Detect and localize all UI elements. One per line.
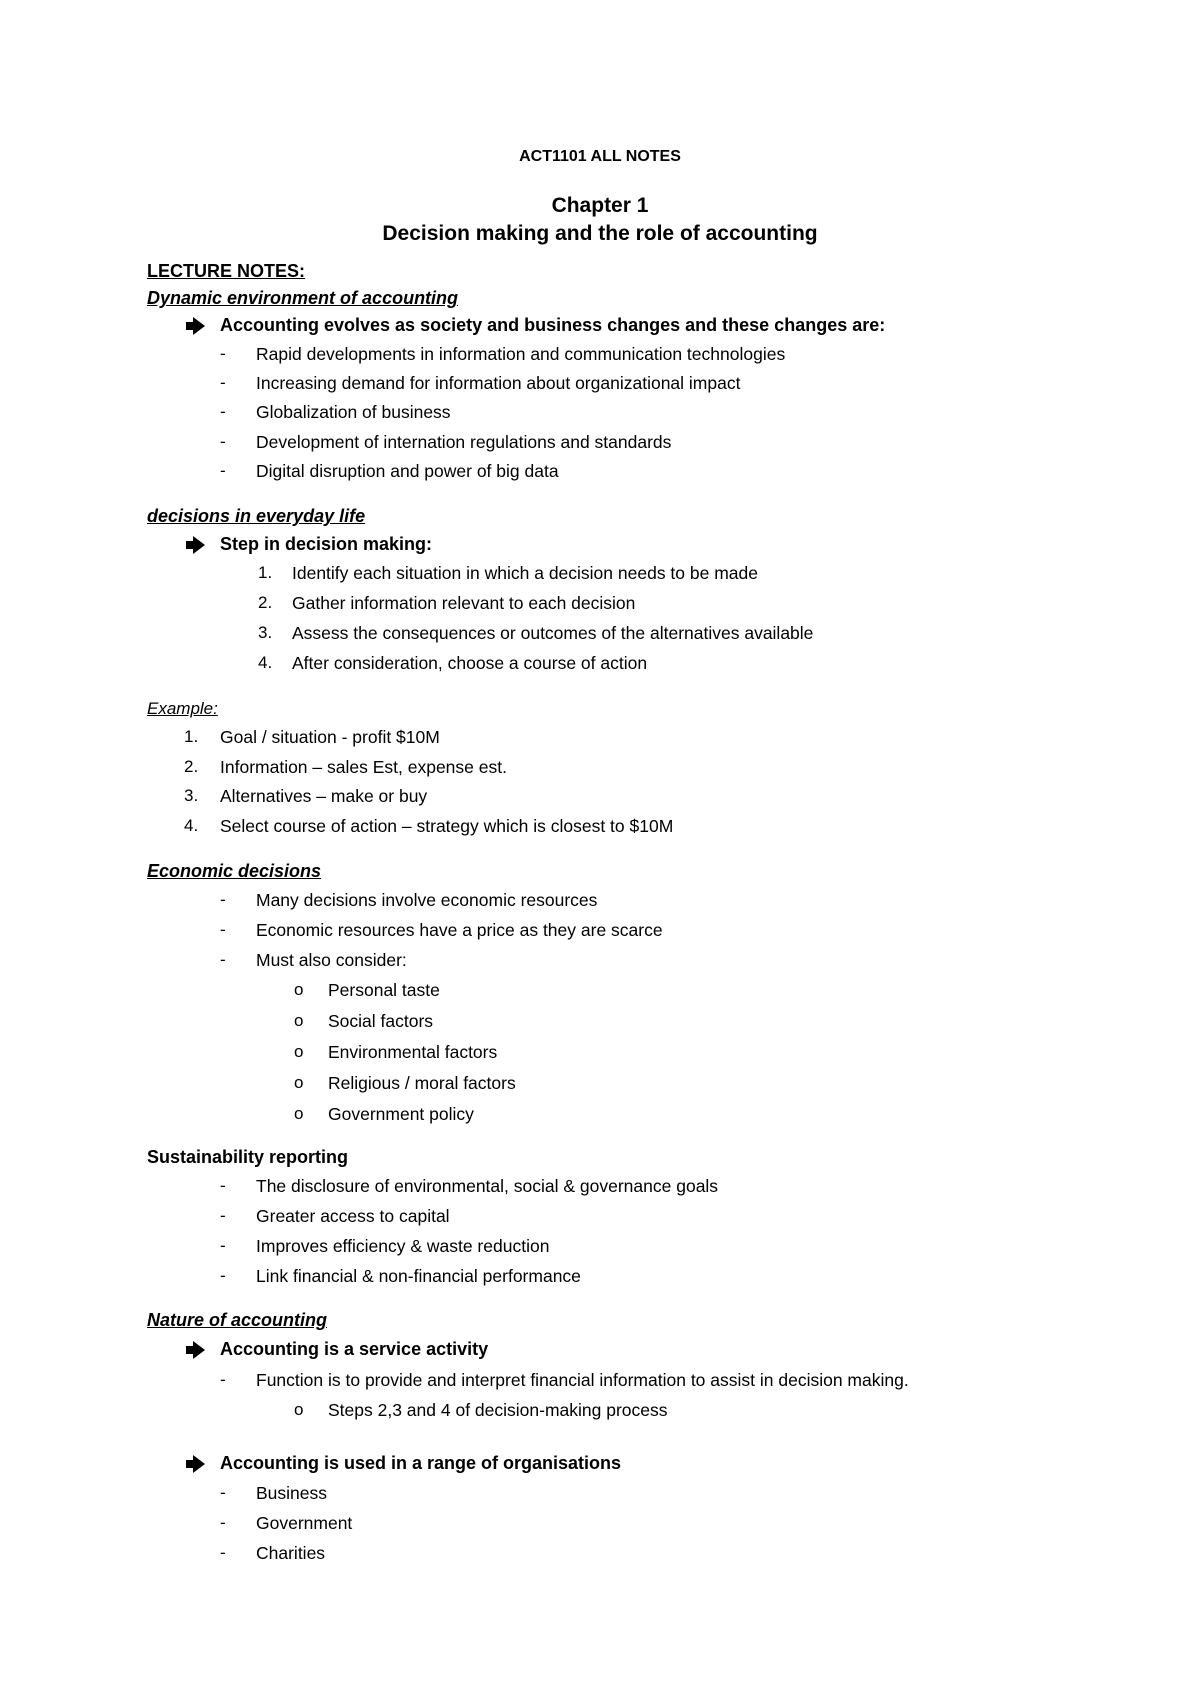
arrow-bullet-icon [186,1453,205,1474]
dash-marker: - [220,344,226,363]
dash-marker: - [220,461,226,480]
sub-bullet-marker: o [294,1011,304,1030]
economic-decisions-heading: Economic decisions [147,861,322,881]
decision-step: After consideration, choose a course of action [292,653,648,673]
chapter-title: Chapter 1 [551,194,649,217]
number-marker: 1. [258,563,273,582]
dash-marker: - [220,890,226,909]
dash-marker: - [220,1236,226,1255]
number-marker: 4. [258,653,273,672]
sub-bullet-marker: o [294,1400,304,1419]
economic-subitem: Government policy [328,1104,474,1124]
example-heading: Example: [147,699,218,718]
dash-marker: - [220,1370,226,1389]
decision-step: Identify each situation in which a decision needs to be made [292,563,758,583]
sustainability-item: The disclosure of environmental, social & governance goals [256,1176,719,1196]
lecture-notes-heading: LECTURE NOTES: [147,261,306,281]
decision-step: Gather information relevant to each decision [292,593,636,613]
dash-marker: - [220,1513,226,1532]
nature-item: Function is to provide and interpret financial information to assist in decision making. [256,1370,909,1390]
dash-marker: - [220,950,226,969]
number-marker: 2. [258,593,273,612]
dynamic-item: Increasing demand for information about organizational impact [256,373,741,393]
dynamic-environment-heading: Dynamic environment of accounting [147,288,459,308]
document-title: ACT1101 ALL NOTES [519,148,681,165]
nature-subitem: Steps 2,3 and 4 of decision-making process [328,1400,668,1420]
economic-item: Many decisions involve economic resources [256,890,598,910]
dynamic-item: Digital disruption and power of big data [256,461,559,481]
arrow-bullet-icon [186,1339,205,1360]
chapter-subtitle: Decision making and the role of accounting [382,222,818,245]
economic-subitem: Environmental factors [328,1042,498,1062]
organisation-item: Charities [256,1543,326,1563]
dash-marker: - [220,1543,226,1562]
example-item: Goal / situation - profit $10M [220,727,440,747]
sustainability-item: Greater access to capital [256,1206,450,1226]
nature-of-accounting-heading: Nature of accounting [147,1310,328,1330]
example-item: Select course of action – strategy which is closest to $10M [220,816,674,836]
sub-bullet-marker: o [294,1104,304,1123]
arrow-bullet-icon [186,315,205,336]
sub-bullet-marker: o [294,980,304,999]
economic-subitem: Religious / moral factors [328,1073,516,1093]
dash-marker: - [220,402,226,421]
dash-marker: - [220,1206,226,1225]
economic-subitem: Social factors [328,1011,434,1031]
example-item: Alternatives – make or buy [220,786,428,806]
organisation-item: Government [256,1513,353,1533]
sub-bullet-marker: o [294,1042,304,1061]
arrow-bullet-icon [186,534,205,555]
sub-bullet-marker: o [294,1073,304,1092]
sustainability-item: Link financial & non-financial performance [256,1266,581,1286]
economic-subitem: Personal taste [328,980,440,1000]
number-marker: 3. [184,786,199,805]
dynamic-item: Globalization of business [256,402,451,422]
nature-arrow-item: Accounting is used in a range of organisations [220,1453,622,1473]
decisions-arrow-item: Step in decision making: [220,534,433,554]
number-marker: 1. [184,727,199,746]
dynamic-arrow-item: Accounting evolves as society and business changes and these changes are: [220,315,886,335]
decisions-everyday-heading: decisions in everyday life [147,506,366,526]
economic-item: Must also consider: [256,950,407,970]
dash-marker: - [220,1176,226,1195]
dash-marker: - [220,432,226,451]
number-marker: 2. [184,757,199,776]
economic-item: Economic resources have a price as they are scarce [256,920,663,940]
organisation-item: Business [256,1483,328,1503]
sustainability-heading: Sustainability reporting [147,1147,349,1167]
example-item: Information – sales Est, expense est. [220,757,507,777]
dynamic-item: Development of internation regulations and standards [256,432,672,452]
nature-arrow-item: Accounting is a service activity [220,1339,489,1359]
dash-marker: - [220,1483,226,1502]
number-marker: 4. [184,816,199,835]
dash-marker: - [220,1266,226,1285]
dash-marker: - [220,920,226,939]
sustainability-item: Improves efficiency & waste reduction [256,1236,550,1256]
dash-marker: - [220,373,226,392]
dynamic-item: Rapid developments in information and communication technologies [256,344,786,364]
number-marker: 3. [258,623,273,642]
decision-step: Assess the consequences or outcomes of the alternatives available [292,623,814,643]
